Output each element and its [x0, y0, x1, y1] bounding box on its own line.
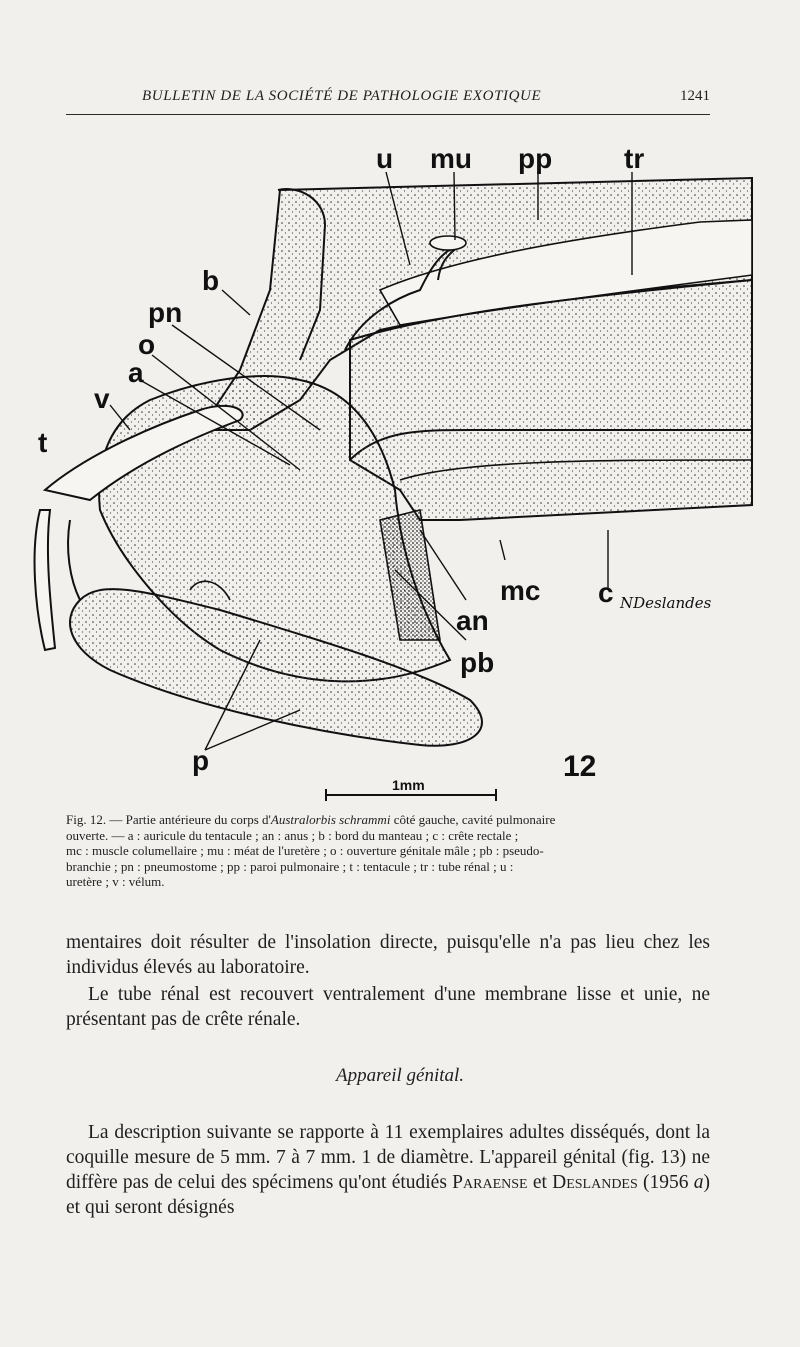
section-title: Appareil génital. — [335, 1065, 465, 1086]
caption-line-2: ouverte. — a : auricule du tentacule ; an : anus ; b : bord du manteau ; c : crête rectale ; — [66, 827, 519, 843]
page-header — [66, 88, 710, 115]
ureter-meatus — [430, 236, 466, 250]
caption-line-3: mc : muscle columellaire ; mu : méat de l'uretère ; o : ouverture génitale mâle ; pb : pseudo- — [66, 843, 544, 858]
label-v: v — [94, 383, 110, 414]
caption-line-4: branchie ; pn : pneumostome ; pp : paroi pulmonaire ; t : tentacule ; tr : tube rénal ; u : — [66, 858, 514, 874]
label-t: t — [38, 427, 48, 458]
label-u: u — [376, 143, 394, 174]
label-mu: mu — [430, 143, 472, 174]
author-paraense: Paraense — [452, 1172, 528, 1193]
caption-line-5: uretère ; v : vélum. — [66, 874, 165, 889]
label-pb: pb — [460, 647, 495, 678]
label-pp: pp — [518, 143, 553, 174]
figure-caption — [66, 812, 710, 890]
scale-label: 1mm — [392, 777, 425, 793]
paragraph-2: Le tube rénal est recouvert ventralement d'une membrane lisse et unie, ne présentant pas de crête rénale. — [66, 984, 710, 1030]
caption-line-1: Fig. 12. — Partie antérieure du corps d'Australorbis schrammi côté gauche, cavité pulmonaire — [66, 812, 556, 827]
label-mc: mc — [500, 575, 541, 606]
figure-number: 12 — [563, 750, 597, 783]
author-deslandes: Deslandes — [552, 1172, 638, 1193]
artist-signature: NDeslandes — [620, 594, 712, 612]
label-a: a — [128, 357, 144, 388]
running-head: BULLETIN DE LA SOCIÉTÉ DE PATHOLOGIE EXOTIQUE — [142, 88, 542, 104]
label-p: p — [192, 745, 210, 776]
species-name: Australorbis schrammi — [270, 812, 391, 827]
label-tr: tr — [624, 143, 645, 174]
label-pn: pn — [148, 297, 183, 328]
label-an: an — [456, 605, 489, 636]
anatomical-figure — [0, 130, 800, 810]
figure-drawing — [0, 130, 800, 810]
label-o: o — [138, 329, 156, 360]
label-b: b — [202, 265, 220, 296]
paragraph-1: mentaires doit résulter de l'insolation directe, puisqu'elle n'a pas lieu chez les individus élevés au laboratoire. — [66, 932, 710, 978]
label-c: c — [598, 577, 614, 608]
page-number: 1241 — [680, 88, 710, 104]
paragraph-3: La description suivante se rapporte à 11 exemplaires adultes disséqués, dont la coquille mesure de 5 mm. 7 à 7 mm. 1 de diamètre. L'appareil génital (fig. 13) ne diffère pas de celui des spécimens qu'ont étudiés Paraense et Deslandes (1956 a) et qui seront désignés — [66, 1122, 710, 1218]
tentacle-lower — [35, 510, 55, 650]
